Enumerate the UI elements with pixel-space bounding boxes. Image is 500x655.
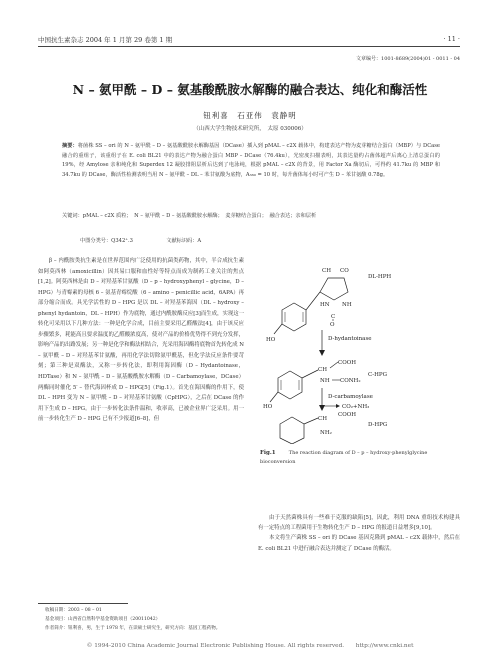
paper-title: N – 氨甲酰 – D – 氨基酸酰胺水解酶的融合表达、纯化和酶活性: [72, 82, 428, 97]
byproducts-label: CO₂+NH₃: [342, 404, 370, 410]
footnote-received: 收稿日期：2003 – 08 – 01: [45, 608, 102, 613]
footnote-rule: [38, 603, 128, 604]
cooh-label: COOH: [338, 360, 357, 366]
d-carbamoylase-label: D-carbamoylase: [328, 394, 373, 400]
figure-label: Fig.1: [260, 450, 276, 456]
d-hpg-label: D-HPG: [368, 422, 388, 428]
footnote-author: 作者简介：钮利喜，男，生于 1978 年，在读硕士研究生，研究方向：基因工程药物。: [45, 626, 221, 631]
co-label: CO: [340, 268, 349, 274]
document-code: 文献标识码：A: [166, 238, 202, 244]
abstract: [62, 142, 440, 180]
body-paragraph: β – 内酰胺类抗生素是在世界范围内广泛使用的抗菌类药物，其中，半合成抗生素如阿莫西林（amoxicillin）因其易口服和血性好等特点而成为制药工业关注的焦点[1,2]。阿莫西林是由 D – 对羟基苯甘氨酸（D – p – hydroxyphenyl – glycine，D – HPG）与青霉素的母核 6 – 氨基青霉烷酸（6 – amino – penicillic acid，6APA）再部分缩合而成。具光学活性的 D – HPG 是以 DL – 对羟基苯海因（DL – hydroxy – phenyl hydantoin，DL – HPH）作为底物，通过内酰胺酶反应[3]而生成，实现这一转化可采用以下几种方法：一种是化学合成，目前主要采用乙醛酸法[4]，由于该反应步骤繁多，耗能高且要求温度的乙醛酸浓度高，使对产品的价格优势得不到充分发挥，影响产品的出路发展；另一种是化学和酶法相结合，光采用海因酶将底物首先转化成 N – 氨甲酰 – D – 对羟基苯甘氨酸，再用化学法切除氨甲酰基，但化学法反应条件要苛刻；第三种是双酶法，又称一步转化法，即利用海因酶（D – Hydantoinase，HDTase）和 N – 氨甲酰 – D – 氨基酸酰胺水解酶（D – Carbamoylase，DCase）两酶同时催化 5′ – 替代海因杯成 D – HPG[5]（Fig.1）。首先在海因酶的作用下，使 DL – HPH 变为 N – 氨甲酰 – D – 对羟基苯甘氨酸（CpHPG），之后在 DCase 的作用下生成 D – HPG。由于一步转化法条件温和，收率高，已被企业界广泛采用。用一前一步转化生产 D – HPG 已有不少报道[6–8]，但: [38, 258, 245, 423]
nh-label: NH: [342, 302, 352, 308]
reaction-scheme: [258, 258, 458, 444]
header-rule: [38, 46, 460, 47]
carbonyl-label: C: [331, 314, 336, 320]
ch-label: CH: [322, 268, 332, 274]
dl-hph-structure: [266, 268, 391, 343]
keywords: [62, 212, 440, 222]
ch-label-2: CH: [318, 367, 328, 373]
authors: 钮利喜 石亚伟 袁静明: [203, 111, 297, 120]
journal-header: 中国抗生素杂志 2004 年 1 月第 29 卷第 1 期: [38, 36, 173, 44]
article-number: 文章编号：1001-8689(2004)01 - 0011 - 04: [356, 56, 460, 62]
clc-number: 中图分类号：Q342⁺.3: [80, 238, 133, 244]
nh2-label: NH₂: [320, 430, 332, 436]
cooh-label-2: COOH: [338, 412, 357, 418]
keywords-text: pMAL – c2X 质粒； N – 氨甲酰 – D – 氨基酸酰胺水解酶； 麦芽糖结合蛋白； 融合表达；亲和层析: [82, 213, 317, 219]
abstract-text: 将菌株 SS – ori 的 N – 氨甲酰 – D – 氨基酸酰胺水解酶基因（DCase）插入到 pMAL – c2X 载体中，构建表达产物为麦芽糖结合蛋白（MBP）与 DCase 融合的重组子，该重组子在 E. coli BL21 中的表达产物为融合蛋白 MBP – DCase（76.4ku），光密度扫描表明，其表达量约占菌体超声后离心上清总蛋白的 19%，经 Amylose 亲和纯化和 Superdex 12 凝胶排阻层析后达到了电泳纯，根据 pMAL – c2X 的背景，用 Factor Xa 酶切后，可得约 41.7ku 的 MBP 和 34.7ku 的 DCase，酶活性检测表明当用 N – 氨甲酰 – DL – 苯甘氨酸为底物，A₃₆₀ = 10 时，每升菌体每小时可产生 D – 苯甘氨酸 0.78g。: [62, 143, 440, 178]
body-paragraph: 由于天然菌株具有一些难于克服的缺陷[5]，因此，利用 DNA 重组技术构建具有一定特点的工程菌用于生物转化生产 D – HPG 的报道日益增多[9,10]。: [258, 515, 460, 532]
affiliation: （山西大学生物技术研究所， 太原 030006）: [193, 126, 307, 132]
d-hydantoinase-label: D-hydantoinase: [328, 336, 372, 342]
keywords-label: 关键词：: [62, 213, 83, 219]
oxygen-label: O: [330, 322, 335, 328]
abstract-label: 摘要：: [62, 143, 78, 149]
conh2-label: CONH₂: [340, 378, 361, 384]
copyright-notice: © 1994-2010 China Academic Journal Electronic Publishing House. All rights reserved. http://www.cnki.net: [86, 643, 414, 649]
footnotes: [45, 606, 465, 633]
footnote-funding: 基金项目：山西省自然科学基金资助项目（20011042）: [45, 617, 161, 622]
body-paragraph: 本文将生产菌株 SS – ori 的 DCase 基因克隆到 pMAL – c2X 载体中，然后在 E. coli BL21 中进行融合表达并测定了 DCase 的酶活。: [258, 535, 460, 552]
figure-caption-text: The reaction diagram of D – p – hydroxy-phenylglycine bioconversion: [260, 450, 428, 465]
nh-label-2: NH: [320, 378, 330, 384]
dl-hph-label: DL-HPH: [368, 274, 392, 280]
ho-label: HO: [266, 337, 276, 343]
cphpg-structure: [263, 360, 387, 410]
body-left-column: [38, 256, 244, 425]
cphpg-label: C-HPG: [368, 372, 387, 378]
ho-label-2: HO: [263, 404, 273, 410]
page-number: · 11 ·: [443, 35, 460, 43]
classification: [80, 237, 201, 244]
ch-label-3: CH: [318, 416, 328, 422]
figure-caption: [260, 449, 460, 466]
body-right-column: [258, 513, 460, 554]
d-hpg-structure: [280, 412, 387, 444]
hn-label: HN: [320, 302, 330, 308]
